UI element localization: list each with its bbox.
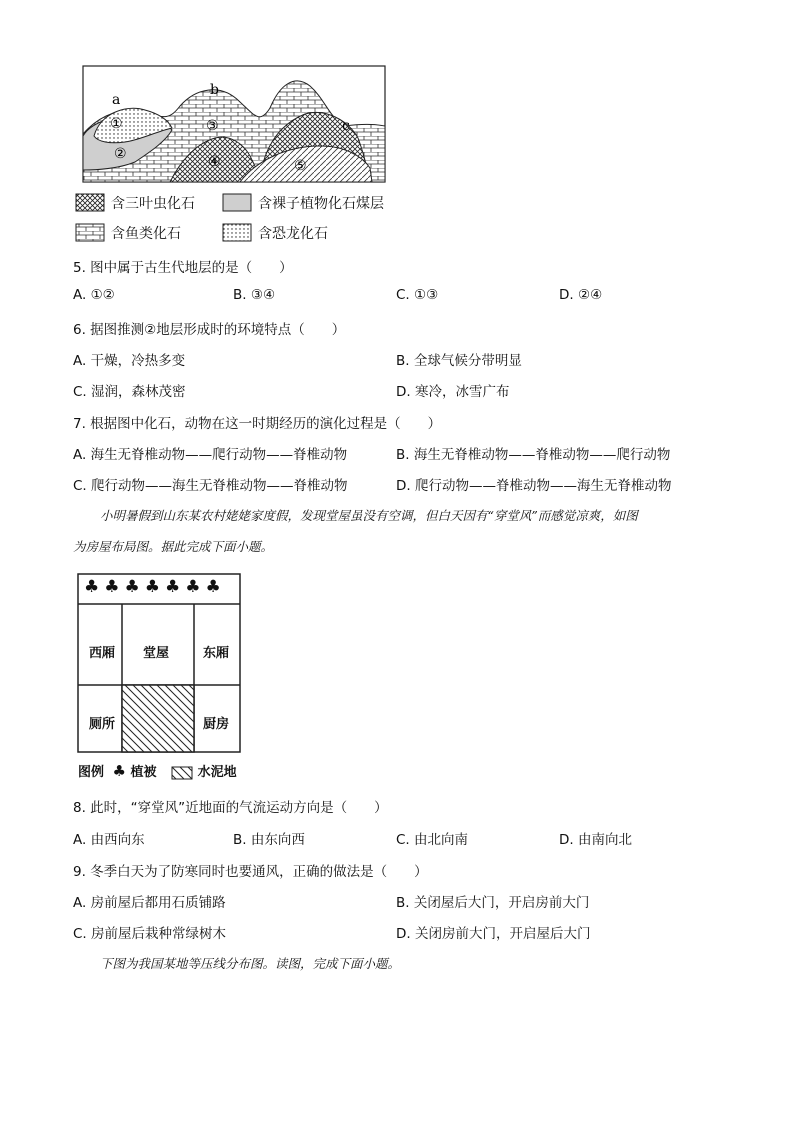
layer-1-label: ① bbox=[110, 116, 123, 132]
q6-option-a[interactable]: A. 干燥，冷热多变 bbox=[73, 353, 186, 369]
room-east: 东厢 bbox=[203, 646, 230, 661]
q5-option-b[interactable]: B. ③④ bbox=[233, 287, 276, 303]
q7-stem: 7. 根据图中化石，动物在这一时期经历的演化过程是（ ） bbox=[73, 416, 442, 432]
legend-item-fish bbox=[75, 222, 181, 243]
q7-option-b[interactable]: B. 海生无脊椎动物——脊椎动物——爬行动物 bbox=[396, 447, 671, 463]
layer-5-label: ⑤ bbox=[294, 158, 307, 174]
house-layout-figure bbox=[76, 572, 246, 784]
q9-stem: 9. 冬季白天为了防寒同时也要通风，正确的做法是（ ） bbox=[73, 864, 428, 880]
q6-option-c[interactable]: C. 湿润，森林茂密 bbox=[73, 384, 186, 400]
layer-3-label: ③ bbox=[206, 118, 219, 134]
legend-item-trilobite bbox=[75, 192, 195, 213]
gray-swatch bbox=[222, 193, 252, 212]
q7-option-a[interactable]: A. 海生无脊椎动物——爬行动物——脊椎动物 bbox=[73, 447, 348, 463]
q5-option-d[interactable]: D. ②④ bbox=[559, 287, 603, 303]
strata-figure bbox=[80, 64, 390, 186]
tree-icon: ♣ bbox=[144, 577, 165, 597]
q8-option-b[interactable]: B. 由东向西 bbox=[233, 832, 305, 848]
point-c: c bbox=[342, 118, 350, 134]
legend-label: 含鱼类化石 bbox=[111, 225, 181, 242]
legend-label: 含恐龙化石 bbox=[258, 225, 328, 242]
tree-icon: ♣ bbox=[165, 577, 186, 597]
legend-label: 含三叶虫化石 bbox=[111, 195, 195, 212]
q9-option-d[interactable]: D. 关闭房前大门，开启屋后大门 bbox=[396, 926, 591, 942]
point-b: b bbox=[210, 82, 219, 98]
q7-option-d[interactable]: D. 爬行动物——脊椎动物——海生无脊椎动物 bbox=[396, 478, 672, 494]
room-kitchen: 厨房 bbox=[203, 717, 230, 732]
legend-label: 含裸子植物化石煤层 bbox=[258, 195, 384, 212]
q5-option-a[interactable]: A. ①② bbox=[73, 287, 115, 303]
q8-option-a[interactable]: A. 由西向东 bbox=[73, 832, 145, 848]
q9-option-c[interactable]: C. 房前屋后栽种常绿树木 bbox=[73, 926, 227, 942]
room-main-hall: 堂屋 bbox=[143, 646, 170, 661]
vegetation-row bbox=[84, 577, 226, 597]
layer-2-label: ② bbox=[114, 146, 127, 162]
tree-icon: ♣ bbox=[185, 577, 206, 597]
tree-icon: ♣ bbox=[112, 762, 126, 780]
tree-icon: ♣ bbox=[104, 577, 125, 597]
passage-line-2: 为房屋布局图。据此完成下面小题。 bbox=[73, 539, 274, 554]
tree-icon: ♣ bbox=[205, 577, 226, 597]
q5-option-c[interactable]: C. ①③ bbox=[396, 287, 439, 303]
legend-title: 图例 bbox=[78, 765, 105, 780]
q8-option-c[interactable]: C. 由北向南 bbox=[396, 832, 469, 848]
dots-swatch bbox=[222, 223, 252, 242]
tree-icon: ♣ bbox=[124, 577, 145, 597]
q6-stem: 6. 据图推测②地层形成时的环境特点（ ） bbox=[73, 322, 346, 338]
crosshatch-swatch bbox=[75, 193, 105, 212]
layer-4-label: ④ bbox=[208, 154, 221, 170]
brick-swatch bbox=[75, 223, 105, 242]
q8-stem: 8. 此时，“穿堂风”近地面的气流运动方向是（ ） bbox=[73, 800, 388, 816]
cement-yard bbox=[122, 685, 194, 752]
room-west: 西厢 bbox=[89, 646, 116, 661]
q5-stem: 5. 图中属于古生代地层的是（ ） bbox=[73, 260, 293, 276]
q6-option-b[interactable]: B. 全球气候分带明显 bbox=[396, 353, 522, 369]
q7-option-c[interactable]: C. 爬行动物——海生无脊椎动物——脊椎动物 bbox=[73, 478, 348, 494]
legend-item-gymnosperm bbox=[222, 192, 384, 213]
tree-icon: ♣ bbox=[84, 577, 105, 597]
point-a: a bbox=[112, 92, 121, 108]
passage-2: 下图为我国某地等压线分布图。读图，完成下面小题。 bbox=[100, 956, 401, 971]
q6-option-d[interactable]: D. 寒冷，冰雪广布 bbox=[396, 384, 510, 400]
legend-cement-label: 水泥地 bbox=[197, 765, 237, 780]
legend-veg-label: 植被 bbox=[130, 765, 157, 780]
cement-swatch bbox=[171, 766, 193, 780]
q8-option-d[interactable]: D. 由南向北 bbox=[559, 832, 632, 848]
q9-option-b[interactable]: B. 关闭屋后大门，开启房前大门 bbox=[396, 895, 590, 911]
q9-option-a[interactable]: A. 房前屋后都用石质铺路 bbox=[73, 895, 226, 911]
room-toilet: 厕所 bbox=[89, 717, 116, 732]
legend-item-dinosaur bbox=[222, 222, 328, 243]
house-legend bbox=[78, 761, 237, 780]
passage-line-1: 小明暑假到山东某农村姥姥家度假，发现堂屋虽没有空调，但白天因有“穿堂风”而感觉凉爽，如图 bbox=[100, 508, 638, 523]
